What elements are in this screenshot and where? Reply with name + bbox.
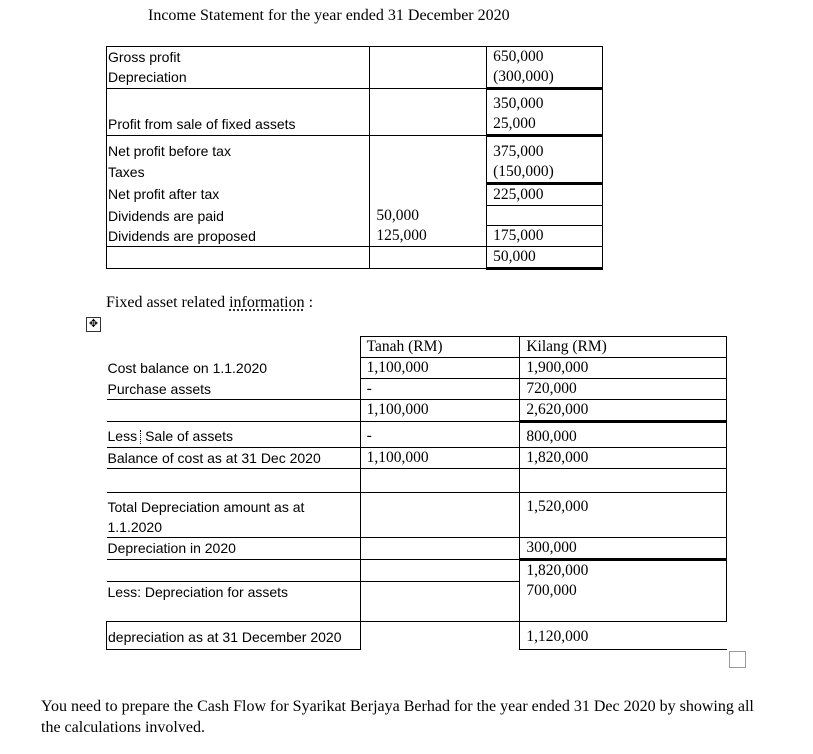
row-value xyxy=(370,67,487,89)
table-row xyxy=(107,581,727,621)
row-tanah xyxy=(360,493,520,538)
row-kilang: 2,620,000 xyxy=(520,400,727,422)
fixed-asset-table xyxy=(106,336,727,650)
row-value xyxy=(370,89,487,115)
table-row xyxy=(107,162,603,184)
heading-underlined-word: information xyxy=(229,294,305,311)
table-row xyxy=(107,136,603,163)
row-tanah: 1,100,000 xyxy=(360,448,520,469)
row-label xyxy=(107,422,361,448)
text-cursor xyxy=(140,430,142,444)
row-kilang: 800,000 xyxy=(520,422,727,448)
row-tanah xyxy=(360,581,520,621)
row-label: Cost balance on 1.1.2020 xyxy=(107,358,361,379)
table-row xyxy=(107,621,727,649)
header-tanah: Tanah (RM) xyxy=(360,337,520,358)
heading-text: Fixed asset related xyxy=(106,294,230,311)
row-tanah xyxy=(360,621,520,649)
footer-instructions: You need to prepare the Cash Flow for Syarikat Berjaya Berhad for the year ended 31 Dec 2020 by showing all the calculations involved. xyxy=(41,698,754,736)
row-label: Depreciation xyxy=(107,67,370,89)
row-label: Depreciation in 2020 xyxy=(107,538,361,560)
row-label xyxy=(107,247,370,269)
table-row xyxy=(107,184,603,206)
table-row xyxy=(107,358,727,379)
row-label xyxy=(107,400,361,422)
move-handle-icon[interactable]: ✥ xyxy=(86,317,101,332)
row-value xyxy=(370,247,487,269)
row-tanah: - xyxy=(360,422,520,448)
row-total: 25,000 xyxy=(487,114,603,136)
row-total: (300,000) xyxy=(487,67,603,89)
row-value xyxy=(370,47,487,68)
table-row xyxy=(107,493,727,538)
table-row xyxy=(107,114,603,136)
row-value xyxy=(370,162,487,184)
table-row xyxy=(107,206,603,226)
row-total: 375,000 xyxy=(487,136,603,163)
row-kilang: 720,000 xyxy=(520,379,727,400)
row-tanah: 1,100,000 xyxy=(360,358,520,379)
row-value xyxy=(370,184,487,206)
row-total: 175,000 xyxy=(487,226,603,247)
row-kilang: 1,120,000 xyxy=(520,621,727,649)
table-header-row xyxy=(107,337,727,358)
table-row xyxy=(107,379,727,400)
row-kilang: 700,000 xyxy=(520,581,727,621)
row-label: Dividends are proposed xyxy=(107,226,370,247)
table-row xyxy=(107,47,603,68)
row-label: depreciation as at 31 December 2020 xyxy=(107,621,361,649)
row-value: 50,000 xyxy=(370,206,487,226)
row-kilang: 1,820,000 xyxy=(520,560,727,582)
row-tanah xyxy=(360,538,520,560)
row-label: Total Depreciation amount as at 1.1.2020 xyxy=(107,493,361,538)
row-value xyxy=(370,114,487,136)
row-label: Dividends are paid xyxy=(107,206,370,226)
row-tanah: 1,100,000 xyxy=(360,400,520,422)
row-total xyxy=(487,206,603,226)
row-kilang xyxy=(520,469,727,493)
header-label xyxy=(107,337,361,358)
row-total: 50,000 xyxy=(487,247,603,269)
row-total: 650,000 xyxy=(487,47,603,68)
table-row xyxy=(107,89,603,115)
less-label: Sale of assets xyxy=(145,428,234,444)
resize-handle-icon[interactable] xyxy=(729,651,746,668)
row-label: Gross profit xyxy=(107,47,370,68)
table-row xyxy=(107,247,603,269)
row-kilang: 1,900,000 xyxy=(520,358,727,379)
heading-colon: : xyxy=(304,294,314,311)
table-row xyxy=(107,538,727,560)
row-label xyxy=(107,560,361,582)
table-row xyxy=(107,226,603,247)
table-row xyxy=(107,67,603,89)
header-kilang: Kilang (RM) xyxy=(520,337,727,358)
table-row xyxy=(107,560,727,582)
row-label: Less: Depreciation for assets xyxy=(107,581,361,621)
row-value: 125,000 xyxy=(370,226,487,247)
income-statement-table xyxy=(106,46,603,270)
row-total: 350,000 xyxy=(487,89,603,115)
fixed-asset-heading xyxy=(106,294,313,312)
table-row xyxy=(107,448,727,469)
page-title: Income Statement for the year ended 31 December 2020 xyxy=(148,7,510,24)
row-label: Balance of cost as at 31 Dec 2020 xyxy=(107,448,361,469)
row-total: (150,000) xyxy=(487,162,603,184)
row-kilang: 300,000 xyxy=(520,538,727,560)
row-kilang: 1,820,000 xyxy=(520,448,727,469)
row-label xyxy=(107,89,370,115)
row-kilang: 1,520,000 xyxy=(520,493,727,538)
row-tanah xyxy=(360,560,520,582)
row-label xyxy=(107,469,361,493)
row-label: Net profit before tax xyxy=(107,136,370,163)
row-label: Net profit after tax xyxy=(107,184,370,206)
row-total: 225,000 xyxy=(487,184,603,206)
table-row xyxy=(107,400,727,422)
row-label: Purchase assets xyxy=(107,379,361,400)
less-prefix: Less xyxy=(107,428,138,444)
row-tanah: - xyxy=(360,379,520,400)
table-row xyxy=(107,469,727,493)
row-label: Taxes xyxy=(107,162,370,184)
row-label: Profit from sale of fixed assets xyxy=(107,114,370,136)
table-row xyxy=(107,422,727,448)
row-value xyxy=(370,136,487,163)
row-tanah xyxy=(360,469,520,493)
